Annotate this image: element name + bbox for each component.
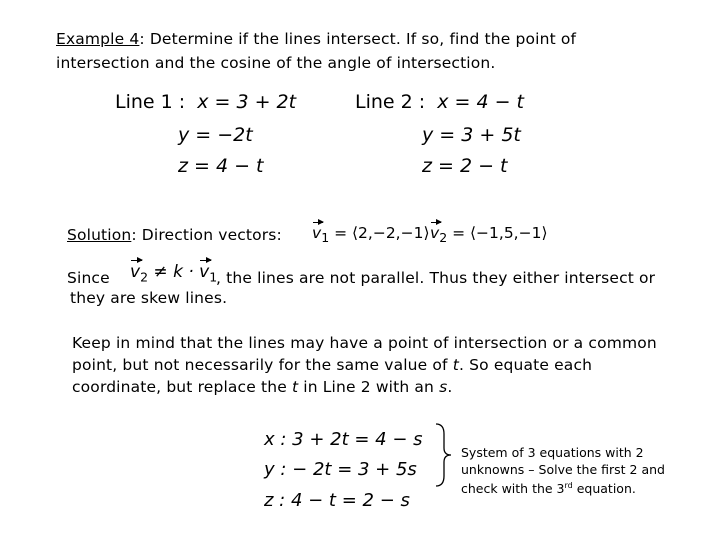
line1-x-equation xyxy=(115,91,296,113)
line1-label: Line 1 : xyxy=(115,91,186,113)
note-line-3-a: check with the 3 xyxy=(461,481,565,497)
line1-z-equation: z = 4 − t xyxy=(178,155,264,177)
keep-line-3-s: s xyxy=(439,378,448,396)
since-line-2: they are skew lines. xyxy=(70,289,228,307)
note-line-3-b: equation. xyxy=(572,481,636,497)
keep-line-3-b: in Line 2 with an xyxy=(303,378,435,396)
system-y-equation: y : − 2t = 3 + 5s xyxy=(264,459,417,480)
system-x-equation: x : 3 + 2t = 4 − s xyxy=(264,429,423,450)
line1-y-equation: y = −2t xyxy=(178,124,253,146)
since-word: Since xyxy=(67,269,110,287)
keep-line-3 xyxy=(72,378,452,396)
line2-label: Line 2 : xyxy=(355,91,426,113)
relation-v1-subscript: 1 xyxy=(209,269,218,285)
system-z-equation: z : 4 − t = 2 − s xyxy=(264,490,410,511)
keep-line-1: Keep in mind that the lines may have a point of intersection or a common xyxy=(72,334,657,352)
v2-symbol: v xyxy=(430,224,440,242)
v1-value: = ⟨2,−2,−1⟩ xyxy=(334,224,430,242)
line2-z-equation: z = 2 − t xyxy=(422,155,508,177)
v1-symbol: v xyxy=(312,224,322,242)
relation-v1-symbol: v xyxy=(199,262,210,282)
solution-text: : Direction vectors: xyxy=(131,226,282,244)
v1-subscript: 1 xyxy=(321,230,330,246)
v2-value: = ⟨−1,5,−1⟩ xyxy=(452,224,548,242)
example-label: Example 4 xyxy=(56,30,140,48)
keep-line-2-b: . So equate each xyxy=(458,356,593,374)
keep-line-2-t: t xyxy=(452,356,459,374)
example-text-1: : Determine if the lines intersect. If so, find the point of xyxy=(139,30,577,48)
note-line-1: System of 3 equations with 2 xyxy=(461,445,644,460)
keep-line-3-a: coordinate, but replace the xyxy=(72,378,287,396)
keep-line-3-t: t xyxy=(291,378,299,396)
v2-subscript: 2 xyxy=(439,230,448,246)
since-rest: , the lines are not parallel. Thus they either intersect or xyxy=(216,269,656,287)
keep-line-2 xyxy=(72,356,592,374)
line2-y-equation: y = 3 + 5t xyxy=(422,124,521,146)
line2-x: x = 4 − t xyxy=(437,91,524,113)
right-brace xyxy=(434,422,454,488)
line1-x: x = 3 + 2t xyxy=(197,91,297,113)
non-parallel-relation xyxy=(130,262,217,284)
solution-line xyxy=(67,226,282,244)
note-line-2: unknowns – Solve the first 2 and xyxy=(461,461,665,477)
example-line-1 xyxy=(56,30,576,48)
note-line-3 xyxy=(461,478,701,498)
solution-label: Solution xyxy=(67,226,132,244)
note-superscript: rd xyxy=(564,481,573,490)
system-note xyxy=(461,445,701,498)
example-line-2: intersection and the cosine of the angle of intersection. xyxy=(56,54,496,72)
keep-line-3-c: . xyxy=(447,378,453,396)
relation-v2-symbol: v xyxy=(130,262,141,282)
direction-vector-2 xyxy=(430,224,548,245)
direction-vector-1 xyxy=(312,224,430,245)
line2-x-equation xyxy=(355,91,524,113)
relation-v2-subscript: 2 xyxy=(140,269,149,285)
relation-operator: ≠ k · xyxy=(153,262,194,282)
keep-line-2-a: point, but not necessarily for the same value of xyxy=(72,356,448,374)
